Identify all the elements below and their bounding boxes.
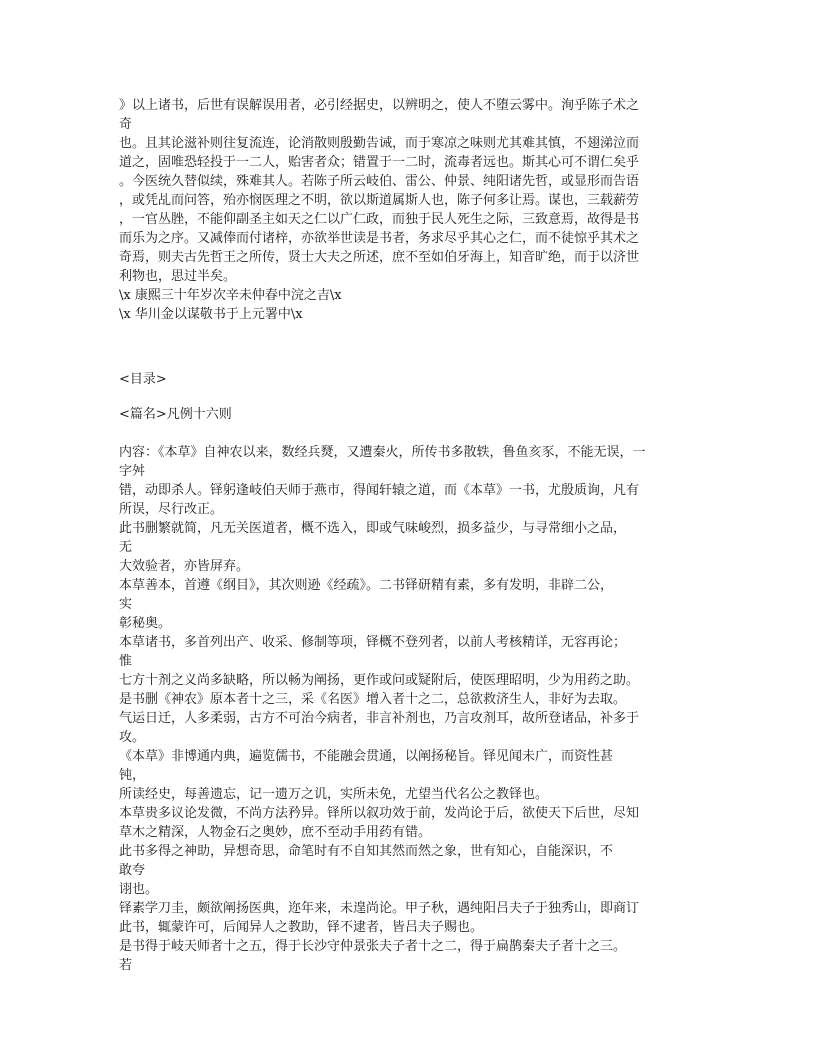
preface-line: 而乐为之序。又减俸而付诸梓，亦欲举世读是书者，务求尽乎其心之仁，而不徒惊乎其术之 [119,231,640,246]
preface-line: ，一官丛脞，不能仰副圣主如天之仁以广仁政，而独于民人死生之际，三致意焉，故得是书 [119,212,640,227]
content-line: 实 [119,597,133,612]
preface-line: 道之，固唯恐轻投于一二人，贻害者众；错置于一二时，流毒者远也。斯其心可不谓仁矣乎 [119,155,640,170]
content-line: 此书删繁就简，凡无关医道者，概不选入，即或气味峻烈，损多益少，与寻常细小之品， [119,521,627,536]
content-line: 诩也。 [119,882,159,897]
content-line: 七方十剂之义尚多缺略，所以畅为阐扬，更作或问或疑附后，使医理昭明，少为用药之助。 [119,673,640,688]
content-line: 是书删《神农》原本者十之三，采《名医》增入者十之二，总欲救济生人，非好为去取。 [119,692,627,707]
content-line: 气运日迁，人多柔弱，古方不可治今病者，非言补剂也，乃言攻剂耳，故所登诸品，补多于 [119,711,640,726]
content-line: 若 [119,958,133,973]
preface-line: 利物也，思过半矣。 [119,269,237,284]
content-line: 无 [119,540,133,555]
content-line: 《本草》非博通内典，遍览儒书，不能融会贯通，以阐扬秘旨。铎见闻未广，而资性甚 [119,749,614,764]
preface-line: 也。且其论滋补则往复流连，论消散则殷勤告诫，而于寒凉之味则尤其难其慎，不翅涕泣而 [119,136,640,151]
content-line: 此书多得之神助，异想奇思，命笔时有不自知其然而然之象，世有知心，自能深识，不 [119,844,614,859]
preface-signature: \x 华川金以谋敬书于上元署中\x [119,307,303,322]
content-line: 本草善本，首遵《纲目》，其次则逊《经疏》。二书铎研精有素，多有发明，非辟二公， [119,578,614,593]
content-line: 攻。 [119,730,146,745]
content-line: 所误，尽行改正。 [119,502,224,517]
content-line: 草木之精深，人物金石之奥妙，庶不至动手用药有错。 [119,825,432,840]
chapter-title: <篇名>凡例十六则 [119,407,232,422]
content-line: 大效验者，亦皆屏弃。 [119,559,250,574]
content-line: 本草贵多议论发微，不尚方法矜异。铎所以叙功效于前，发尚论于后，欲使天下后世，尽知 [119,806,640,821]
content-line: 铎素学刀圭，颇欲阐扬医典，迩年来，未遑尚论。甲子秋，遇纯阳吕夫子于独秀山，即商订 [119,901,640,916]
content-line: 所读经史，每善遗忘，记一遗万之讥，实所未免，尤望当代名公之教铎也。 [119,787,549,802]
preface-line: 。今医统久替似续，殊难其人。若陈子所云岐伯、雷公、仲景、纯阳诸先哲，或显形而告语 [119,174,640,189]
preface-line: 奇 [119,117,133,132]
content-line: 错，动即杀人。铎躬逢岐伯天师于燕市，得闻轩辕之道，而《本草》一书，尤殷质询，凡有 [119,483,640,498]
content-line: 敢夸 [119,863,146,878]
content-line: 此书，辄蒙许可，后闻异人之教助，铎不逮者，皆吕夫子赐也。 [119,920,484,935]
preface-line: 》以上诸书，后世有误解误用者，必引经据史，以辨明之，使人不堕云雾中。洵乎陈子术之 [119,98,640,113]
preface-date: \x 康熙三十年岁次辛未仲春中浣之吉\x [119,288,342,303]
content-line: 是书得于岐天师者十之五，得于长沙守仲景张夫子者十之二，得于扁鹊秦夫子者十之三。 [119,939,627,954]
content-line: 彰秘奥。 [119,616,172,631]
preface-line: ，或凭乩而问答，殆亦悯医理之不明，欲以斯道属斯人也，陈子何多让焉。谋也，三载薪劳 [119,193,640,208]
content-line: 字舛 [119,464,146,479]
toc-label: <目录> [119,372,167,387]
content-line: 钝， [119,768,146,783]
content-line: 本草诸书，多首列出产、收采、修制等项，铎概不登列者，以前人考核精详，无容再论； [119,635,627,650]
content-line: 内容：《本草》自神农以来，数经兵燹，又遭秦火，所传书多散轶，鲁鱼亥豕，不能无误，一 [119,445,646,460]
content-line: 惟 [119,654,133,669]
preface-line: 奇焉，则夫古先哲王之所传，贤士大夫之所述，庶不至如伯牙海上，知音旷绝，而于以济世 [119,250,640,265]
